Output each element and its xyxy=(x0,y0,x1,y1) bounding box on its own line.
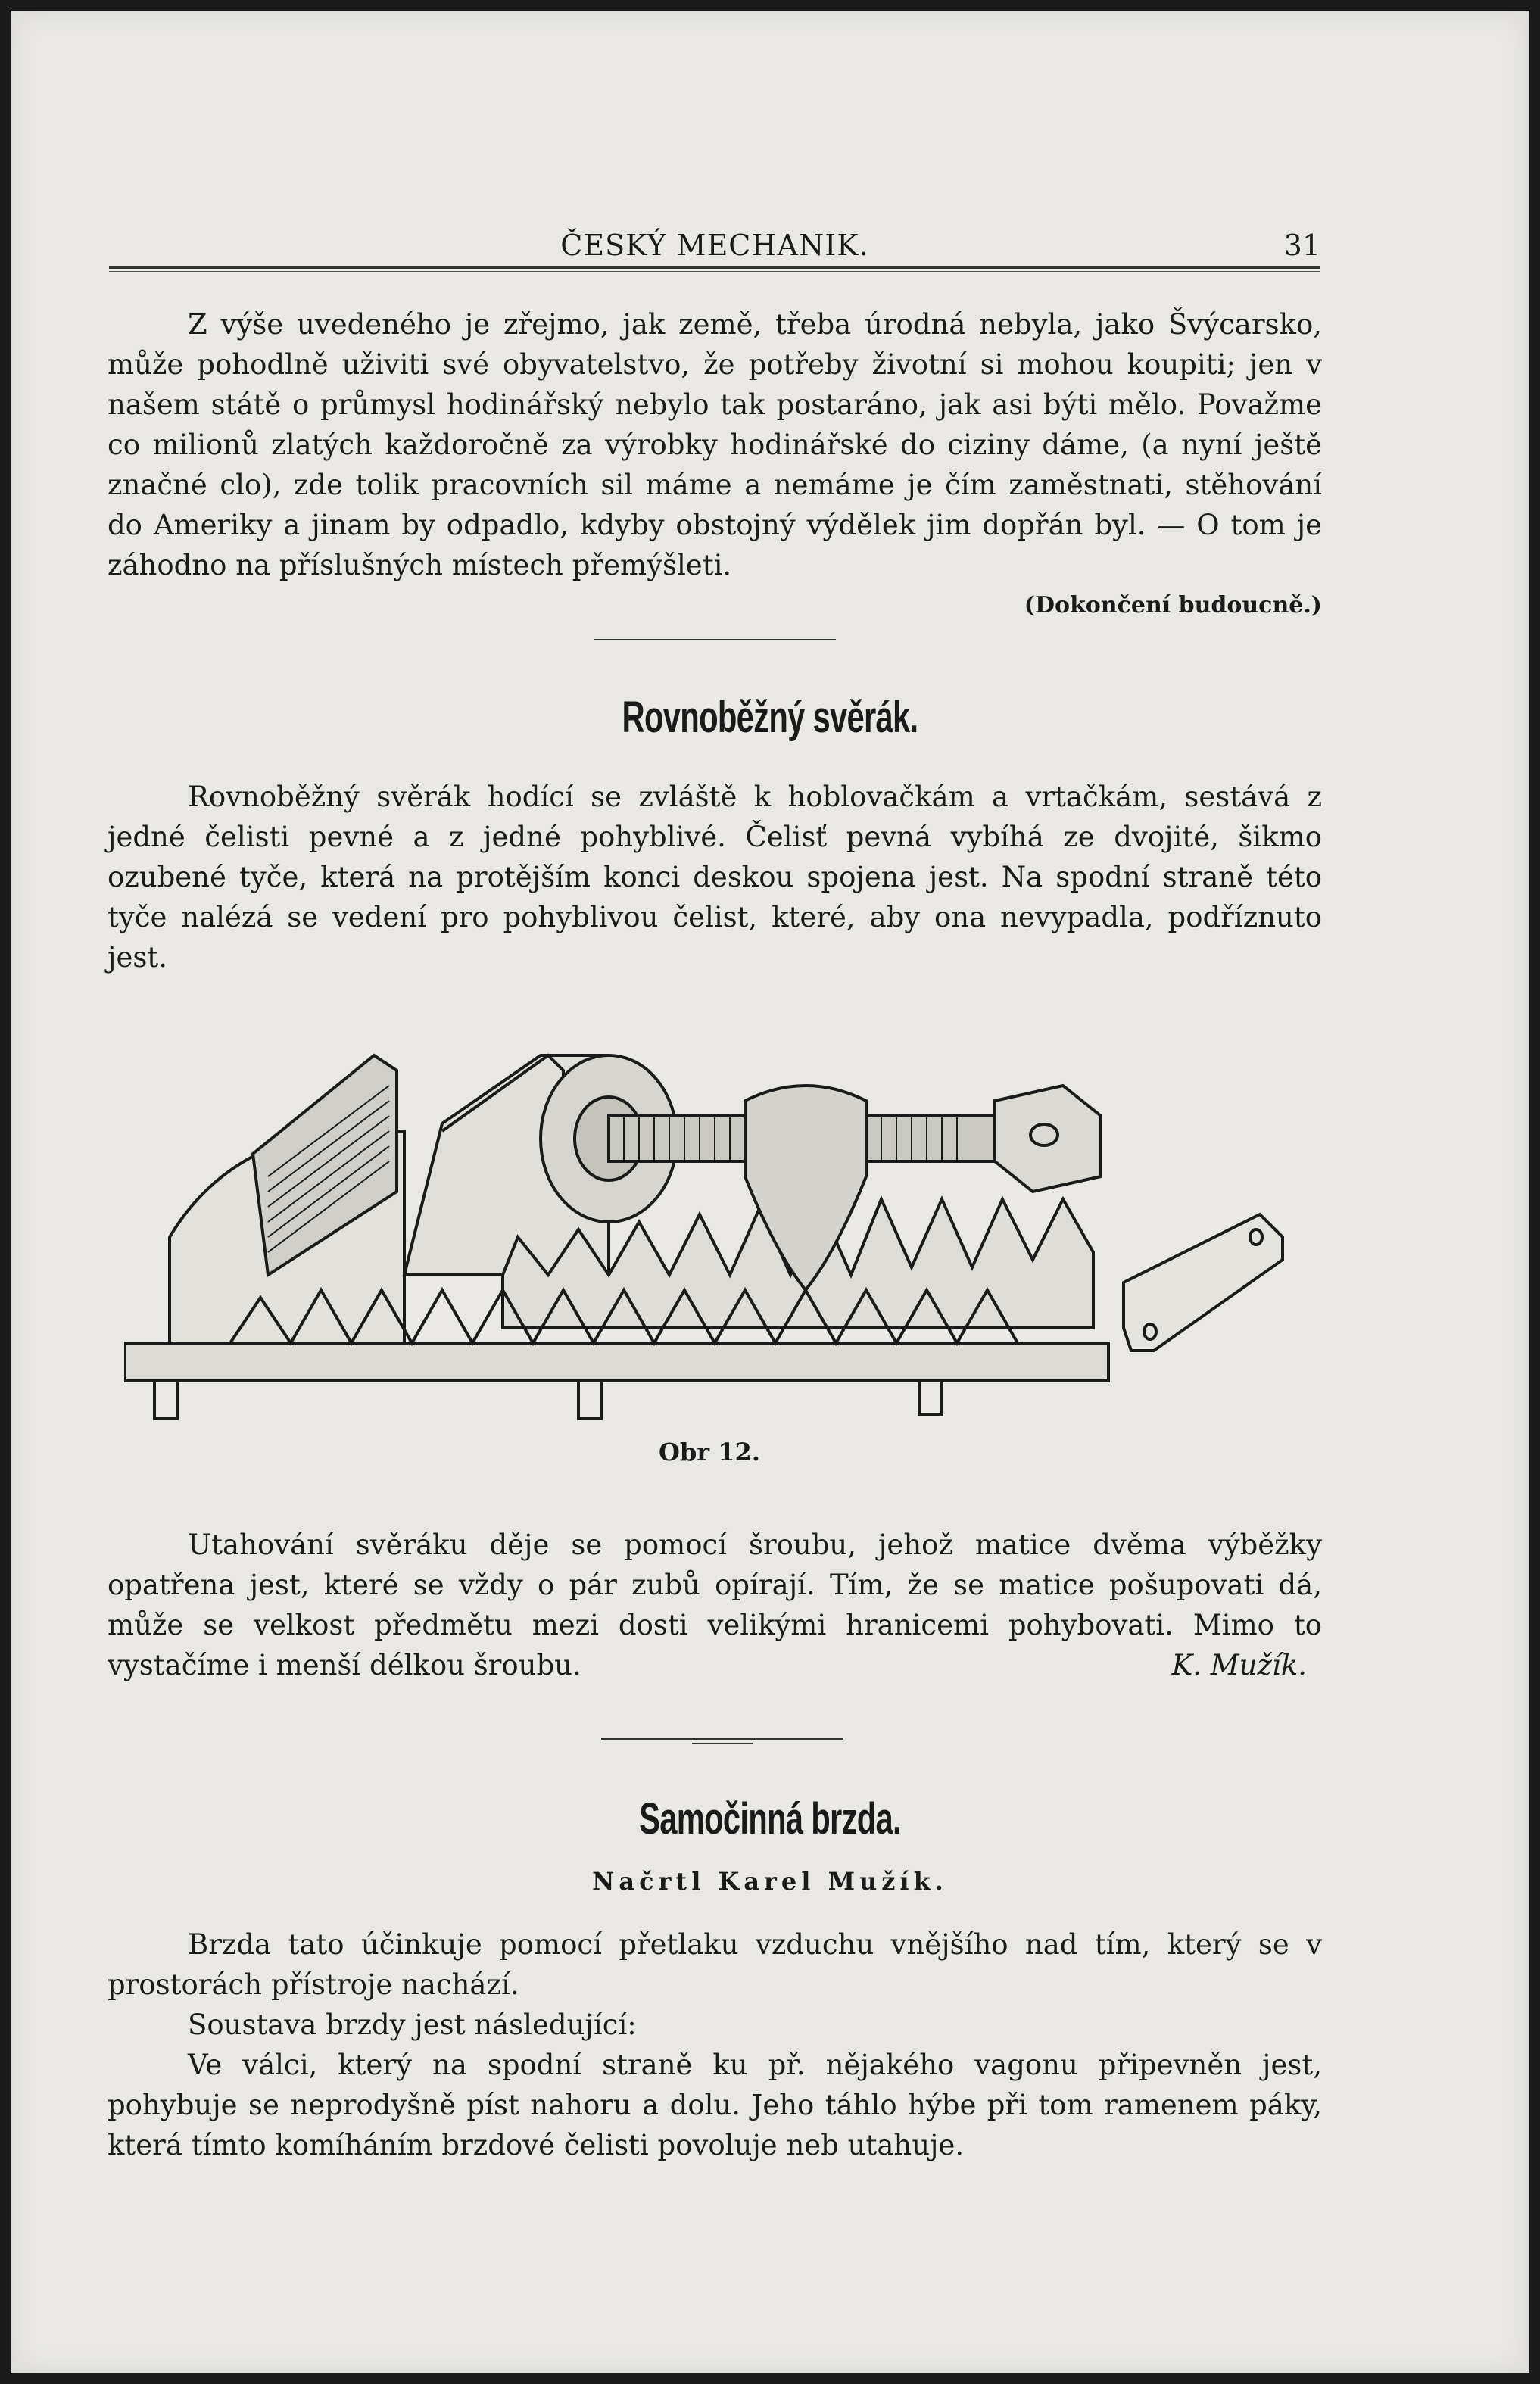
figure-caption: Obr 12. xyxy=(659,1438,760,1466)
header-rule xyxy=(109,266,1320,272)
section-divider-2 xyxy=(601,1738,843,1740)
intro-paragraph: Z výše uvedeného je zřejmo, jak země, třeba úrodná nebyla, jako Švýcarsko, může pohodlně uživiti své obyvatelstvo, že potřeby životní si mohou koupiti; jen v našem státě o průmysl hodinářský nebylo tak postaráno, jak asi býti mělo. Považme co milionů zlatých každoročně za výrobky hodinářské do ciziny dáme, (a nyní ještě značné clo), zde tolik pracovních sil máme a nemáme je čím zaměstnati, stěhování do Ameriky a jinam by odpadlo, kdyby obstojný výdělek jim dopřán byl. — O tom je záhodno na příslušných místech přemýšleti. xyxy=(108,308,1322,581)
page xyxy=(11,11,1529,2373)
article-title-vise: Rovnoběžný svěrák. xyxy=(622,693,918,742)
journal-title: ČESKÝ MECHANIK. xyxy=(560,229,869,262)
brake-paragraph-2: Soustava brzdy jest následující: xyxy=(188,2008,637,2041)
author-signature: K. Mužík. xyxy=(1171,1649,1307,1681)
brake-paragraph-3: Ve válci, který na spodní straně ku př. nějakého vagonu připevněn jest, pohybuje se neprodyšně píst nahoru a dolu. Jeho táhlo hýbe při tom ramenem páky, která tímto komíháním brzdové čelisti povoluje neb utahuje. xyxy=(108,2049,1322,2161)
brake-paragraph-1: Brzda tato účinkuje pomocí přetlaku vzduchu vnějšího nad tím, který se v prostorách přístroje nachází. xyxy=(108,1928,1322,2001)
section-divider xyxy=(594,639,836,640)
continuation-note: (Dokončení budoucně.) xyxy=(1024,592,1322,619)
article-title-brake: Samočinná brzda. xyxy=(639,1794,901,1843)
vise-paragraph-2: Utahování svěráku děje se pomocí šroubu, jehož matice dvěma výběžky opatřena jest, které se vždy o pár zubů opírají. Tím, že se matice pošupovati dá, může se velkost předmětu mezi dosti velikými hranicemi pohybovati. Mimo to vystačíme i menší délkou šroubu. K. Mužík. xyxy=(108,1525,1322,1685)
section-divider-2-accent xyxy=(692,1743,753,1744)
vise-paragraph-1: Rovnoběžný svěrák hodící se zvláště k hoblovačkám a vrtačkám, sestává z jedné čelisti pevné a z jedné pohyblivé. Čelisť pevná vybíhá ze dvojité, šikmo ozubené tyče, která na protějším konci deskou spojena jest. Na spodní straně této tyče nalézá se vedení pro pohyblivou čelist, které, aby ona nevypadla, podříznuto jest. xyxy=(108,781,1322,974)
page-number: 31 xyxy=(1283,229,1320,262)
vise-illustration xyxy=(124,1025,1305,1426)
article-byline: Načrtl Karel Mužík. xyxy=(592,1867,948,1896)
running-header xyxy=(109,229,1320,268)
